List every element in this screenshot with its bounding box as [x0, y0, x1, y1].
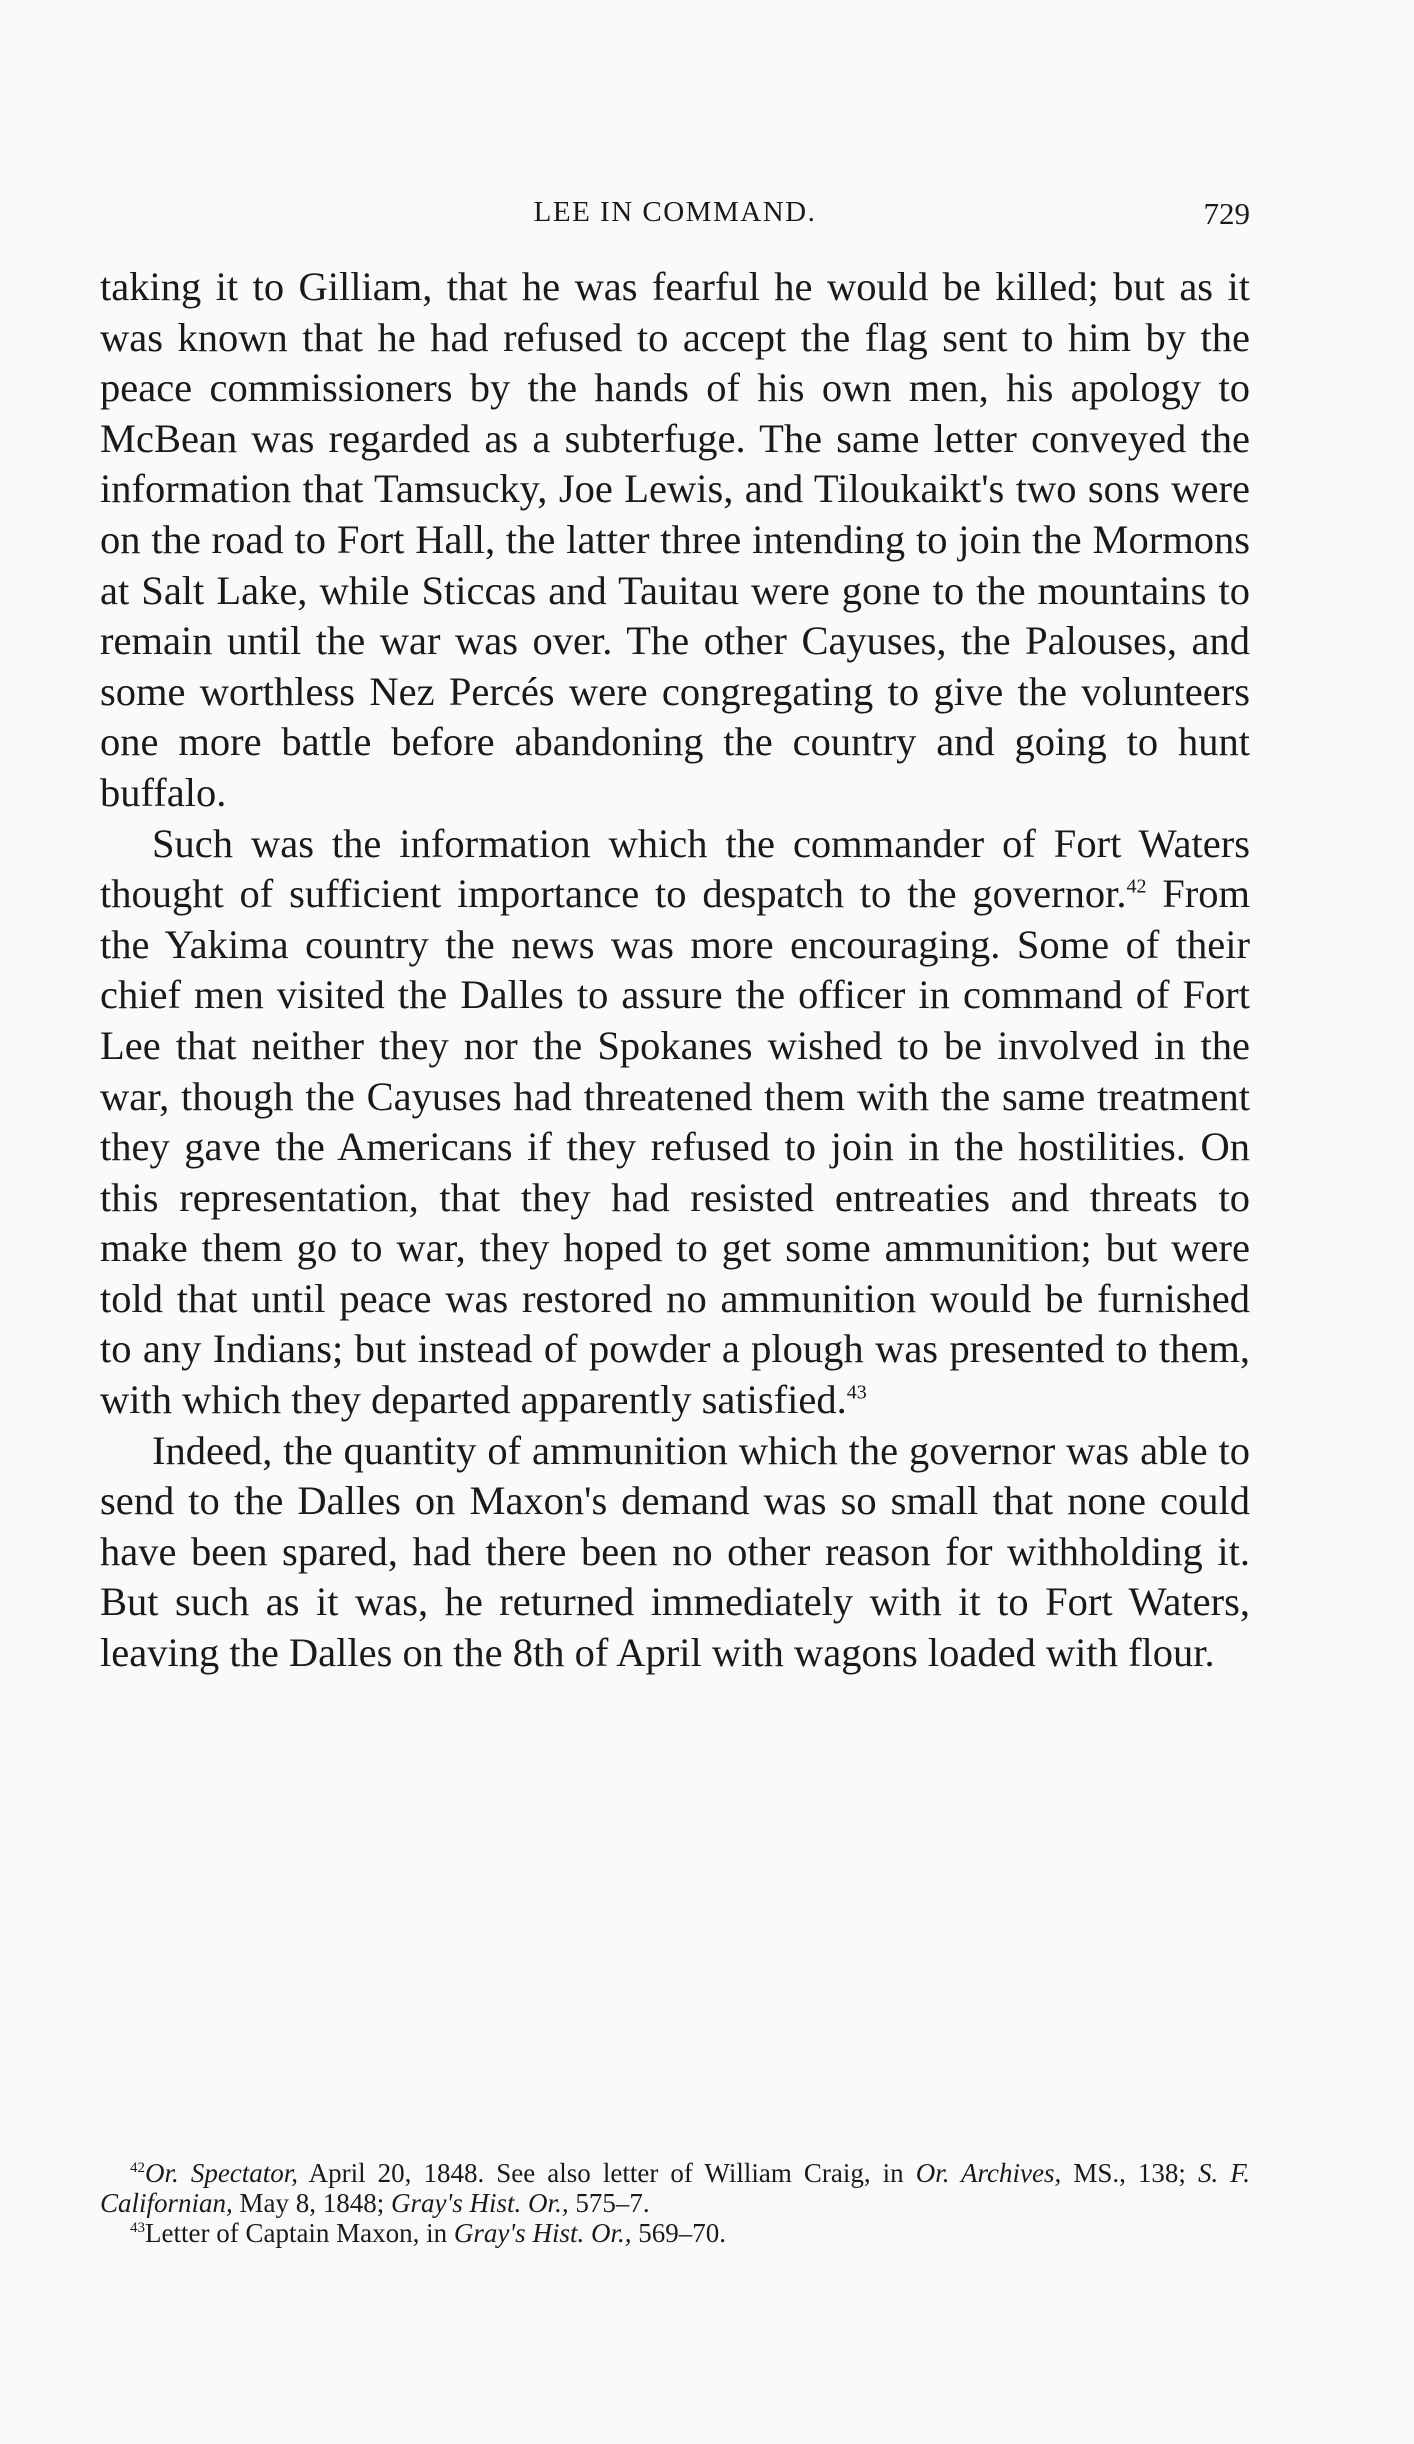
footnotes [100, 2158, 1250, 2248]
page-header [100, 196, 1250, 236]
running-head: LEE IN COMMAND. [533, 196, 817, 228]
footnote-42-text-2: MS., 138; [1061, 2158, 1198, 2188]
footnote-43-text-1: Letter of Captain Maxon, in [145, 2218, 454, 2248]
footnote-42-mark: 42 [130, 2160, 145, 2176]
footnote-43-text-2: 569–70. [631, 2218, 726, 2248]
footnote-42-text-4: 575–7. [568, 2188, 650, 2218]
footnote-42-source-4: Gray's Hist. Or., [391, 2188, 569, 2218]
footnote-42 [100, 2158, 1250, 2218]
paragraph-1: taking it to Gilliam, that he was fearful he would be killed; but as it was known that he had refused to accept the flag sent to him by the peace commissioners by the hands of his own men, his apology to McBean was regarded as a subterfuge. The same letter conveyed the information that Tamsucky, Joe Lewis, and Tiloukaikt's two sons were on the road to Fort Hall, the latter three intending to join the Mormons at Salt Lake, while Sticcas and Tauitau were gone to the mountains to remain until the war was over. The other Cayuses, the Palouses, and some worthless Nez Percés were congregating to give the volunteers one more battle before abandoning the country and going to hunt buffalo. [100, 264, 1250, 815]
paragraph-2 [100, 819, 1250, 1426]
footnote-42-text-3: May 8, 1848; [232, 2188, 392, 2218]
footnote-43 [100, 2218, 1250, 2248]
footnote-43-source: Gray's Hist. Or., [453, 2218, 632, 2248]
footnote-42-source-2: Or. Archives, [915, 2158, 1062, 2188]
body-text [100, 262, 1250, 1679]
paragraph-3: Indeed, the quantity of ammunition which the governor was able to send to the Dalles on Maxon's demand was so small that none could have been spared, had there been no other reason for withholding it. But such as it was, he returned immediately with it to Fort Waters, leaving the Dalles on the 8th of April with wagons loaded with flour. [100, 1427, 1250, 1676]
footnote-43-mark: 43 [130, 2220, 145, 2236]
footnote-ref-43: 43 [846, 1381, 867, 1404]
page-number: 729 [1203, 196, 1250, 231]
paragraph-2-text-b: From the Yakima country the news was more encouraging. Some of their chief men visited the Dalles to assure the officer in command of Fort Lee that neither they nor the Spokanes wished to be involved in the war, though the Cayuses had threatened them with the same treatment they gave the Americans if they refused to join in the hostilities. On this representation, that they had resisted entreaties and threats to make them go to war, they hoped to get some ammunition; but were told that until peace was restored no ammunition would be furnished to any Indians; but instead of powder a plough was presented to them, with which they departed apparently satisfied. [100, 871, 1251, 1423]
footnote-42-source-1: Or. Spectator, [145, 2158, 299, 2188]
footnote-42-source-3: S. F. Californian, [100, 2158, 1251, 2218]
footnote-ref-42: 42 [1126, 875, 1147, 898]
paragraph-2-text-a: Such was the information which the commander of Fort Waters thought of sufficient importance to despatch to the governor. [100, 820, 1250, 917]
footnote-42-text-1: April 20, 1848. See also letter of William Craig, in [298, 2158, 916, 2188]
